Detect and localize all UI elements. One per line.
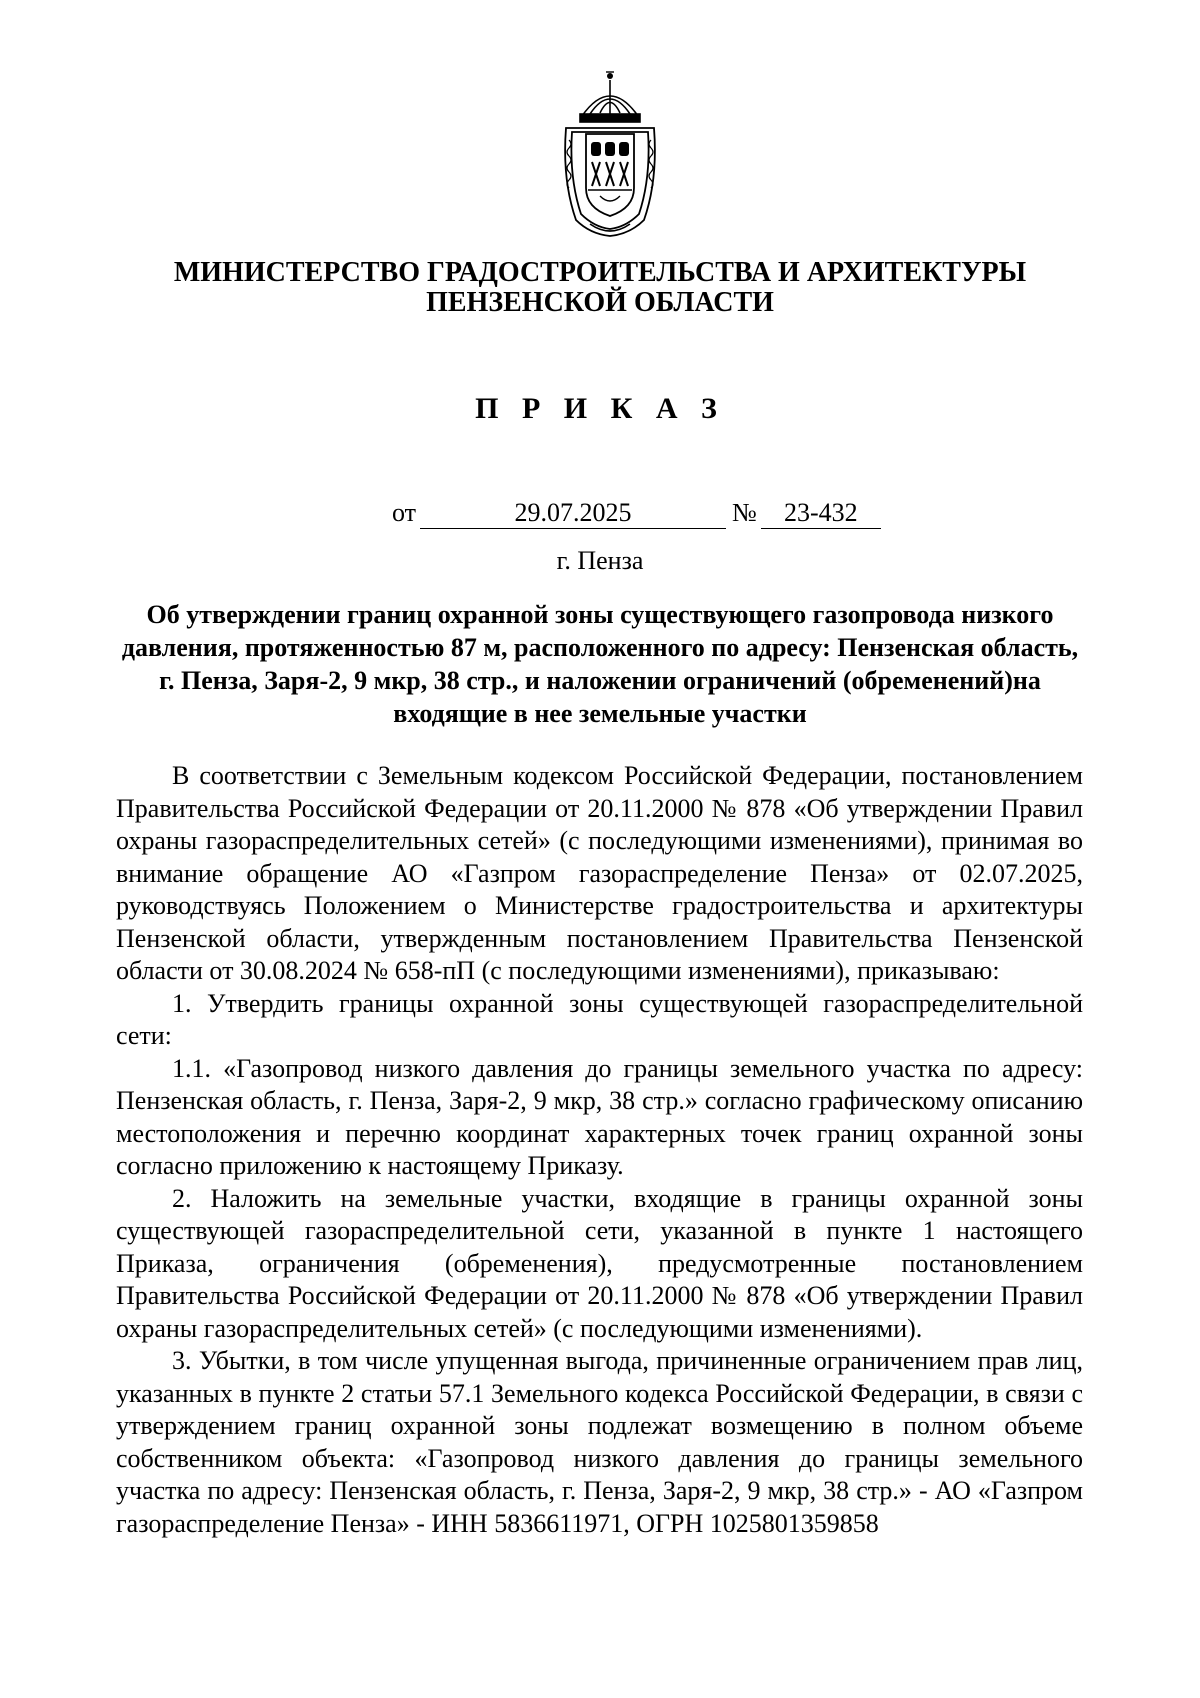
- ministry-name: [100, 258, 1100, 318]
- item-3-paragraph: 3. Убытки, в том числе упущенная выгода, причиненные ограничением прав лиц, указанных в пункте 2 статьи 57.1 Земельного кодекса Российской Федерации, в связи с утверждением границ охранной зоны подлежат возмещению в полном объеме собственником объекта: «Газопровод низкого давления до границы земельного участка по адресу: Пензенская область, г. Пенза, Заря-2, 9 мкр, 38 стр.» - АО «Газпром газораспределение Пенза» - ИНН 5836611971, ОГРН 1025801359858: [116, 1346, 1083, 1538]
- order-title: П Р И К А З: [475, 392, 725, 425]
- penza-region-coat-of-arms-icon: [560, 70, 660, 238]
- order-date: 29.07.2025: [420, 498, 726, 529]
- number-sign: №: [732, 498, 757, 527]
- order-date-number-line: [392, 498, 881, 529]
- item-1-1-paragraph: 1.1. «Газопровод низкого давления до границы земельного участка по адресу: Пензенская область, г. Пенза, Заря-2, 9 мкр, 38 стр.» согласно графическому описанию местоположения и перечню координат характерных точек границ охранной зоны согласно приложению к настоящему Приказу.: [116, 1053, 1083, 1180]
- date-prefix: от: [392, 498, 417, 527]
- preamble-paragraph: В соответствии с Земельным кодексом Российской Федерации, постановлением Правительства Российской Федерации от 20.11.2000 № 878 «Об утверждении Правил охраны газораспределительных сетей» (с последующими изменениями), принимая во внимание обращение АО «Газпром газораспределение Пенза» от 02.07.2025, руководствуясь Положением о Министерстве градостроительства и архитектуры Пензенской области, утвержденным постановлением Правительства Пензенской области от 30.08.2024 № 658-пП (с последующими изменениями), приказываю:: [116, 761, 1083, 985]
- ministry-name-line-2: ПЕНЗЕНСКОЙ ОБЛАСТИ: [426, 287, 774, 318]
- item-1-paragraph: 1. Утвердить границы охранной зоны существующей газораспределительной сети:: [116, 988, 1083, 1050]
- order-body: [116, 760, 1083, 1540]
- item-2-paragraph: 2. Наложить на земельные участки, входящие в границы охранной зоны существующей газораспределительной сети, указанной в пункте 1 настоящего Приказа, ограничения (обременения), предусмотренные постановлением Правительства Российской Федерации от 20.11.2000 № 878 «Об утверждении Правил охраны газораспределительных сетей» (с последующими изменениями).: [116, 1183, 1083, 1343]
- city-name: г. Пенза: [556, 546, 644, 575]
- order-subject-heading: Об утверждении границ охранной зоны существующего газопровода низкого давления, протяженностью 87 м, расположенного по адресу: Пензенская область, г. Пенза, Заря-2, 9 мкр, 38 стр., и наложении ограничений (обременений)на входящие в нее земельные участки: [121, 600, 1079, 728]
- ministry-name-line-1: МИНИСТЕРСТВО ГРАДОСТРОИТЕЛЬСТВА И АРХИТЕКТУРЫ: [173, 257, 1027, 288]
- order-number: 23-432: [761, 498, 881, 529]
